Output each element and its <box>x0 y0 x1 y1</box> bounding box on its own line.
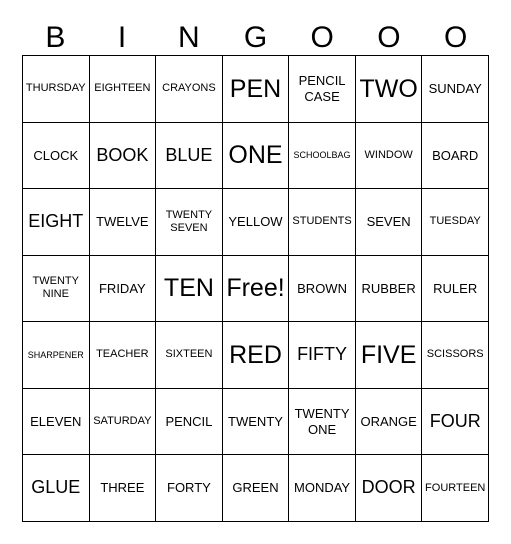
header-letter: O <box>310 21 334 54</box>
bingo-cell: YELLOW <box>223 189 290 256</box>
header-letter: B <box>45 21 66 54</box>
bingo-cell: Free! <box>223 256 290 323</box>
bingo-cell: GLUE <box>23 455 90 522</box>
bingo-cell: SHARPENER <box>23 322 90 389</box>
bingo-cell: BOOK <box>90 123 157 190</box>
bingo-grid <box>22 55 489 522</box>
bingo-cell: TEACHER <box>90 322 157 389</box>
bingo-cell: TWELVE <box>90 189 157 256</box>
bingo-cell: FORTY <box>156 455 223 522</box>
bingo-cell: ELEVEN <box>23 389 90 456</box>
bingo-cell: CRAYONS <box>156 56 223 123</box>
header-letter: G <box>243 21 268 54</box>
bingo-cell: SCHOOLBAG <box>289 123 356 190</box>
bingo-cell: SCISSORS <box>422 322 489 389</box>
bingo-cell: BOARD <box>422 123 489 190</box>
bingo-cell: TUESDAY <box>422 189 489 256</box>
bingo-cell: FIVE <box>356 322 423 389</box>
bingo-cell: PEN <box>223 56 290 123</box>
bingo-cell: PENCIL CASE <box>289 56 356 123</box>
bingo-cell: DOOR <box>356 455 423 522</box>
bingo-cell: GREEN <box>223 455 290 522</box>
bingo-cell: SATURDAY <box>90 389 157 456</box>
bingo-cell: FOUR <box>422 389 489 456</box>
bingo-cell: FRIDAY <box>90 256 157 323</box>
bingo-cell: BROWN <box>289 256 356 323</box>
bingo-cell: SEVEN <box>356 189 423 256</box>
bingo-cell: FOURTEEN <box>422 455 489 522</box>
bingo-cell: TWENTY ONE <box>289 389 356 456</box>
bingo-cell: WINDOW <box>356 123 423 190</box>
bingo-cell: MONDAY <box>289 455 356 522</box>
bingo-cell: EIGHTEEN <box>90 56 157 123</box>
header-letter: O <box>443 21 468 54</box>
bingo-cell: SUNDAY <box>422 56 489 123</box>
bingo-header <box>22 18 489 58</box>
bingo-cell: TWO <box>356 56 423 123</box>
bingo-cell: TEN <box>156 256 223 323</box>
bingo-cell: TWENTY <box>223 389 290 456</box>
bingo-cell: CLOCK <box>23 123 90 190</box>
bingo-cell: TWENTY NINE <box>23 256 90 323</box>
bingo-cell: TWENTY SEVEN <box>156 189 223 256</box>
bingo-cell: EIGHT <box>23 189 90 256</box>
bingo-cell: ORANGE <box>356 389 423 456</box>
header-letter: N <box>177 21 200 54</box>
bingo-cell: STUDENTS <box>289 189 356 256</box>
bingo-cell: SIXTEEN <box>156 322 223 389</box>
bingo-cell: RUBBER <box>356 256 423 323</box>
bingo-cell: ONE <box>223 123 290 190</box>
bingo-cell: RED <box>223 322 290 389</box>
bingo-cell: THURSDAY <box>23 56 90 123</box>
bingo-cell: PENCIL <box>156 389 223 456</box>
bingo-cell: FIFTY <box>289 322 356 389</box>
bingo-cell: THREE <box>90 455 157 522</box>
header-letter: O <box>377 21 401 54</box>
header-letter: I <box>117 21 127 54</box>
bingo-cell: BLUE <box>156 123 223 190</box>
bingo-cell: RULER <box>422 256 489 323</box>
